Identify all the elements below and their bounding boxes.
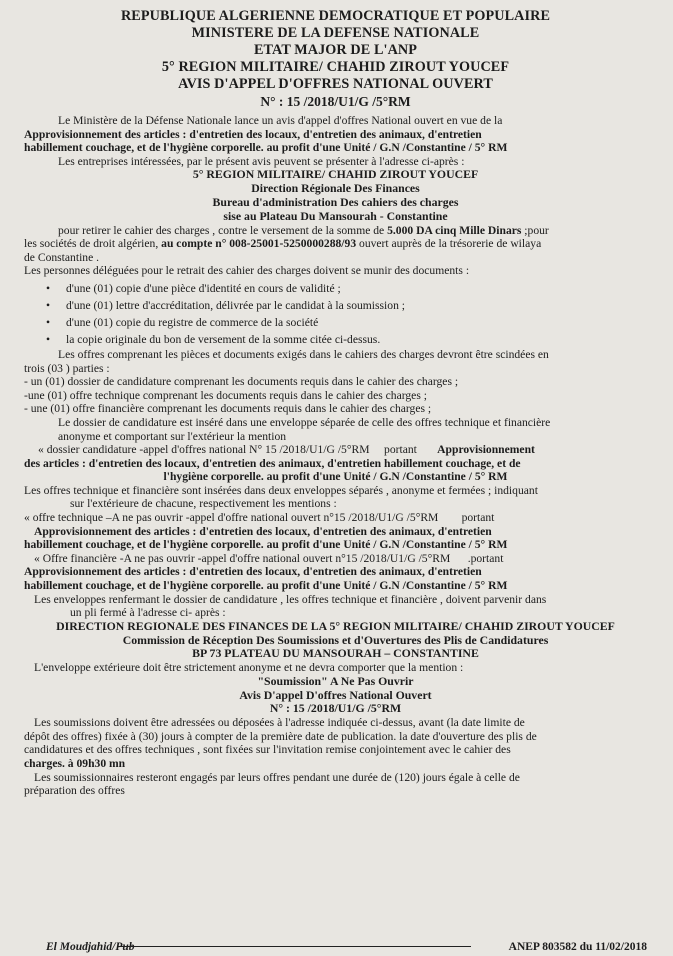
- enveloppes-line: sur l'extérieure de chacune, respectivement les mentions :: [70, 497, 337, 511]
- footer-publication: El Moudjahid/Pub: [46, 941, 135, 953]
- soumissions-line: dépôt des offres) fixée à (30) jours à compter de la première date de publication. la date d'ouverture des plis de: [24, 729, 537, 743]
- address-direction: Direction Régionale Des Finances: [251, 181, 420, 196]
- list-item: • d'une (01) lettre d'accréditation, délivrée par le candidat à la soumission ;: [46, 298, 405, 312]
- mention-financiere-line: habillement couchage, et de l'hygiène corporelle. au profit d'une Unité / G.N /Constantine / 5° RM: [24, 579, 508, 593]
- mention-avis: Avis D'appel D'offres National Ouvert: [239, 687, 432, 702]
- offres-line: - un (01) dossier de candidature comprenant les documents requis dans le cahier des charges ;: [24, 375, 459, 389]
- address-location: sise au Plateau Du Mansourah - Constantine: [223, 208, 448, 223]
- soumissions-line: Les soumissionnaires resteront engagés par leurs offres pendant une durée de (120) jours égale à celle de: [34, 770, 520, 784]
- page-footer: [0, 934, 673, 956]
- header-republic: REPUBLIQUE ALGERIENNE DEMOCRATIQUE ET POPULAIRE: [120, 8, 551, 24]
- mention-soumission: "Soumission" A Ne Pas Ouvrir: [257, 673, 414, 688]
- footer-anep-reference: ANEP 803582 du 11/02/2018: [508, 941, 647, 953]
- offres-line: Les offres comprenant les pièces et documents exigés dans le cahiers des charges devront être scindées en: [58, 347, 549, 361]
- retrait-line: pour retirer le cahier des charges , contre le versement de la somme de 5.000 DA cinq Mille Dinars ;pour: [58, 223, 549, 237]
- mention-dossier-line: l'hygiène corporelle. au profit d'une Unité / G.N /Constantine / 5° RM: [163, 470, 508, 484]
- mention-technique-line: « offre technique –A ne pas ouvrir -appel d'offre national ouvert n°15 /2018/U1/G /5°RM portant: [24, 511, 495, 525]
- header-ministry: MINISTERE DE LA DEFENSE NATIONALE: [191, 25, 480, 41]
- address-bp: BP 73 PLATEAU DU MANSOURAH – CONSTANTINE: [192, 646, 479, 661]
- soumissions-line: candidatures et des offres techniques , sont fixées sur l'invitation remise conjointement avec le cahier des: [24, 743, 511, 757]
- address-bureau: Bureau d'administration Des cahiers des charges: [212, 194, 459, 209]
- mention-technique-line: Approvisionnement des articles : d'entretien des locaux, d'entretien des animaux, d'entretien: [34, 524, 492, 538]
- offres-line: anonyme et comportant sur l'extérieur la mention: [58, 429, 287, 443]
- required-documents-list: [46, 280, 647, 348]
- address-direction-regionale: DIRECTION REGIONALE DES FINANCES DE LA 5° REGION MILITAIRE/ CHAHID ZIROUT YOUCEF: [56, 618, 615, 633]
- enveloppes-line: Les offres technique et financière sont insérées dans deux enveloppes séparés , anonyme et fermées ; indiquant: [24, 483, 538, 497]
- list-item: • d'une (01) copie d'une pièce d'identité en cours de validité ;: [46, 281, 341, 295]
- notice-reference: N° : 15 /2018/U1/G /5°RM: [260, 94, 411, 109]
- retrait-line: Les personnes déléguées pour le retrait des cahier des charges doivent se munir des documents :: [24, 264, 470, 278]
- mention-reference: N° : 15 /2018/U1/G /5°RM: [269, 701, 402, 716]
- footer-divider: [118, 946, 471, 947]
- soumissions-line: charges. à 09h30 mn: [24, 756, 126, 770]
- intro-subject-line: Approvisionnement des articles : d'entretien des locaux, d'entretien des animaux, d'entretien: [24, 127, 482, 141]
- header-region: 5° REGION MILITAIRE/ CHAHID ZIROUT YOUCEF: [161, 59, 510, 75]
- offres-line: trois (03 ) parties :: [24, 361, 110, 375]
- exterieure-line: L'enveloppe extérieure doit être strictement anonyme et ne devra comporter que la mention :: [34, 661, 464, 675]
- list-item: • la copie originale du bon de versement de la somme citée ci-dessus.: [46, 332, 381, 346]
- offres-line: Le dossier de candidature est inséré dans une enveloppe séparée de celle des offres technique et financière: [58, 415, 551, 429]
- list-item: • d'une (01) copie du registre de commerce de la société: [46, 315, 319, 329]
- mention-technique-line: habillement couchage, et de l'hygiène corporelle. au profit d'une Unité / G.N /Constantine / 5° RM: [24, 538, 508, 552]
- intro-line: Les entreprises intéressées, par le présent avis peuvent se présenter à l'adresse ci-après :: [58, 154, 465, 168]
- header-etat-major: ETAT MAJOR DE L'ANP: [253, 42, 418, 58]
- bullet-icon: •: [46, 315, 51, 329]
- offres-line: -une (01) offre technique comprenant les documents requis dans le cahier des charges ;: [24, 388, 427, 402]
- parvenir-line: un pli fermé à l'adresse ci- après :: [70, 606, 226, 620]
- mention-dossier-line: « dossier candidature -appel d'offres national N° 15 /2018/U1/G /5°RM portant Approvisionnement: [38, 443, 535, 457]
- bullet-icon: •: [46, 281, 51, 295]
- mention-financiere-line: Approvisionnement des articles : d'entretien des locaux, d'entretien des animaux, d'entretien: [24, 565, 482, 579]
- intro-line: Le Ministère de la Défense Nationale lance un avis d'appel d'offres National ouvert en vue de la: [58, 114, 503, 127]
- bullet-icon: •: [46, 332, 51, 346]
- soumissions-line: préparation des offres: [24, 784, 125, 798]
- retrait-line: les sociétés de droit algérien, au compte n° 008-25001-5250000288/93 ouvert auprès de la trésorerie de wilaya: [24, 237, 542, 251]
- mention-dossier-line: des articles : d'entretien des locaux, d'entretien des animaux, d'entretien habillement couchage, et de: [24, 456, 521, 470]
- bullet-icon: •: [46, 298, 51, 312]
- intro-subject-line: habillement couchage, et de l'hygiène corporelle. au profit d'une Unité / G.N /Constantine / 5° RM: [24, 141, 508, 155]
- address-region: 5° REGION MILITAIRE/ CHAHID ZIROUT YOUCEF: [192, 167, 479, 182]
- address-commission: Commission de Réception Des Soumissions et d'Ouvertures des Plis de Candidatures: [122, 632, 549, 647]
- mention-financiere-line: « Offre financière -A ne pas ouvrir -appel d'offre national ouvert n°15 /2018/U1/G /5°RM .portant: [34, 551, 504, 565]
- offres-line: - une (01) offre financière comprenant les documents requis dans le cahier des charges ;: [24, 402, 432, 416]
- soumissions-line: Les soumissions doivent être adressées ou déposées à l'adresse indiquée ci-dessus, avant (la date limite de: [34, 716, 525, 730]
- notice-title: AVIS D'APPEL D'OFFRES NATIONAL OUVERT: [178, 76, 493, 92]
- retrait-line: de Constantine .: [24, 250, 100, 264]
- parvenir-line: Les enveloppes renfermant le dossier de candidature , les offres technique et financière , doivent parvenir dans: [34, 592, 547, 606]
